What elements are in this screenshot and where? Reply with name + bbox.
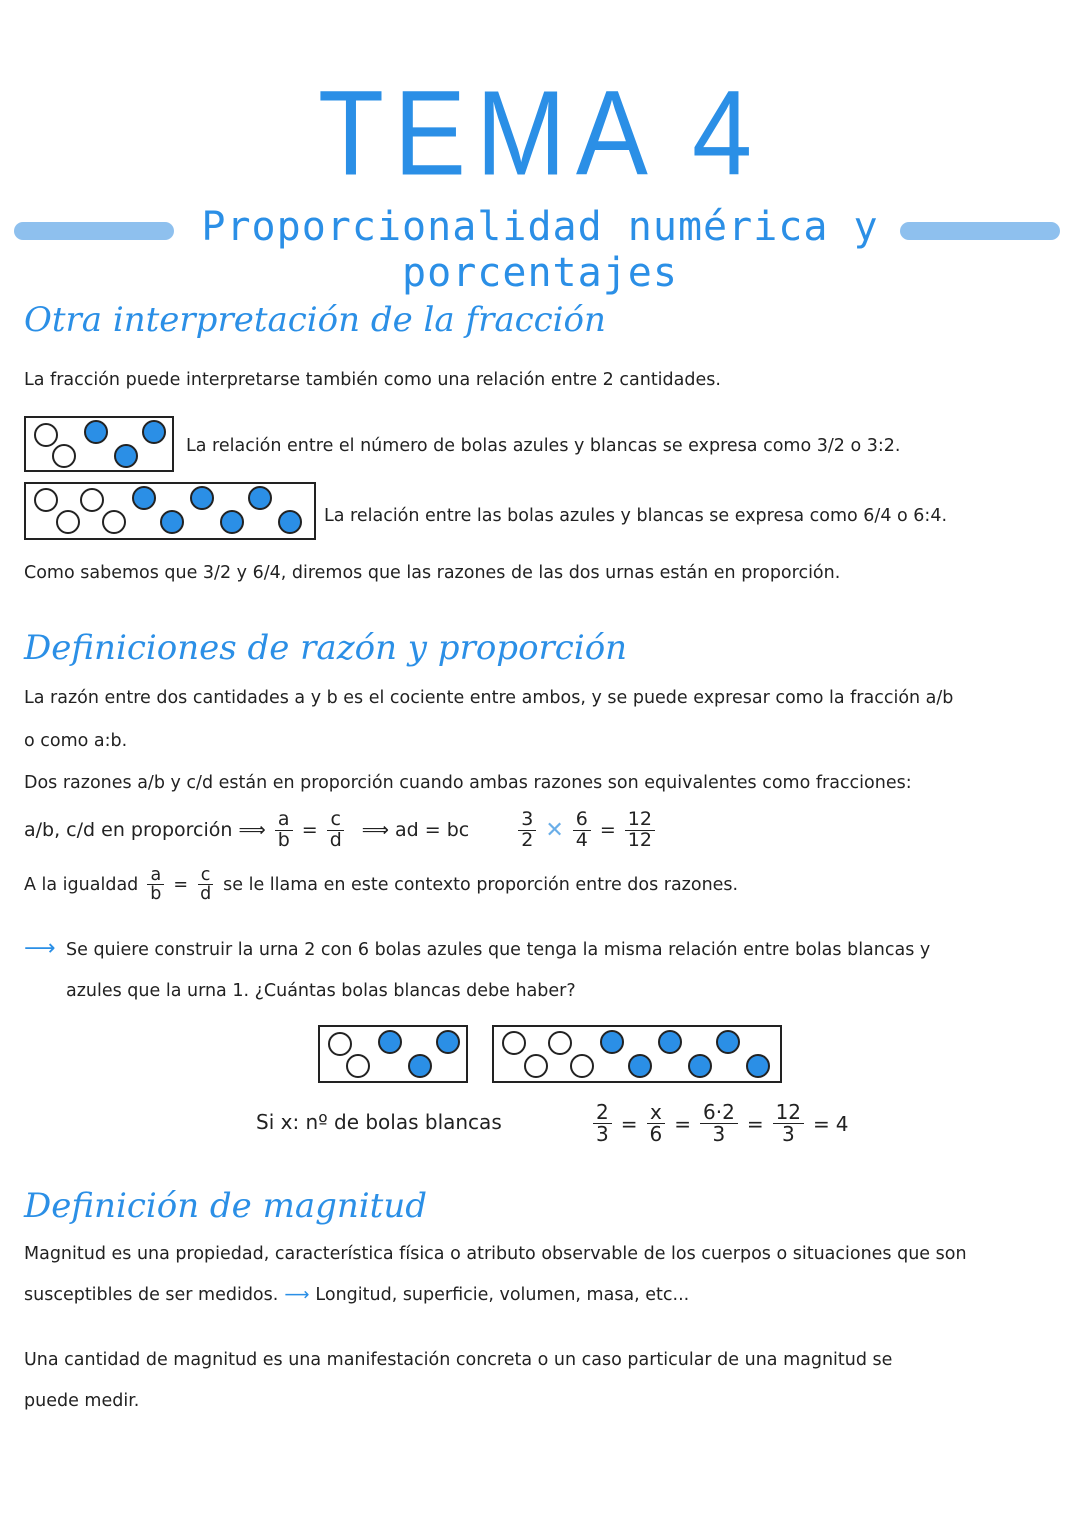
section-heading-fraction: Otra interpretación de la fracción — [24, 300, 606, 340]
blue-ball — [436, 1030, 460, 1054]
fraction-c-d: $\frac{c}{d}$ — [327, 810, 345, 851]
blue-ball — [84, 420, 108, 444]
blue-ball — [190, 486, 214, 510]
solution-variable: Si x: nº de bolas blancas — [256, 1110, 502, 1134]
example-fraction-3: $\frac{12}{12}$ — [625, 810, 655, 851]
divider-right — [900, 222, 1060, 240]
section-heading-magnitude: Definición de magnitud — [24, 1186, 427, 1226]
white-ball — [524, 1054, 548, 1078]
white-ball — [548, 1031, 572, 1055]
problem-statement-cont: azules que la urna 1. ¿Cuántas bolas blancas debe haber? — [66, 981, 576, 1001]
white-ball — [502, 1031, 526, 1055]
magnitude-definition: Magnitud es una propiedad, característica física o atributo observable de los cuerpos o situaciones que son — [24, 1244, 967, 1264]
solution-result: 4 — [835, 1111, 849, 1136]
fraction-a-b: $\frac{a}{b}$ — [147, 866, 164, 904]
cross-multiply-icon: ✕ — [545, 817, 564, 843]
cross-product-result: ad = bc — [395, 819, 470, 842]
blue-ball — [746, 1054, 770, 1078]
magnitude-quantity-cont: puede medir. — [24, 1391, 140, 1411]
implies-arrow-icon: ⟹ — [361, 819, 389, 842]
blue-ball — [160, 510, 184, 534]
ratio-definition: La razón entre dos cantidades a y b es el cociente entre ambos, y se puede expresar como la fracción a/b — [24, 688, 954, 708]
implies-arrow-icon: ⟹ — [238, 819, 266, 842]
blue-ball — [716, 1030, 740, 1054]
white-ball — [346, 1054, 370, 1078]
arrow-right-icon: ⟶ — [24, 936, 56, 961]
urn-box-1 — [24, 416, 174, 472]
blue-ball — [408, 1054, 432, 1078]
white-ball — [34, 488, 58, 512]
fraction-a-b: $\frac{a}{b}$ — [275, 810, 293, 851]
white-ball — [52, 444, 76, 468]
urn-box-2-problem — [492, 1025, 782, 1083]
section-heading-ratio: Definiciones de razón y proporción — [24, 628, 628, 668]
urn-2-description: La relación entre las bolas azules y blancas se expresa como 6/4 o 6:4. — [324, 506, 948, 526]
equality-sentence: A la igualdad $\frac{a}{b}$ = $\frac{c}{d}$ se le llama en este contexto proporción entre dos razones. — [24, 865, 739, 905]
magnitude-examples-line: susceptibles de ser medidos. ⟶ Longitud, superficie, volumen, masa, etc... — [24, 1285, 690, 1305]
white-ball — [56, 510, 80, 534]
white-ball — [80, 488, 104, 512]
example-fraction-1: $\frac{3}{2}$ — [518, 810, 536, 851]
urn-1-description: La relación entre el número de bolas azules y blancas se expresa como 3/2 o 3:2. — [186, 436, 901, 456]
proportion-formula: a/b, c/d en proporción ⟹ $\frac{a}{b}$ = $\frac{c}{d}$ ⟹ ad = bc $\frac{3}{2}$ ✕ $\frac{6}{4}$ = $\frac{12}{12}$ — [24, 810, 658, 851]
urn-box-1-problem — [318, 1025, 468, 1083]
urn-box-2 — [24, 482, 316, 540]
fraction-c-d: $\frac{c}{d}$ — [197, 866, 214, 904]
blue-ball — [248, 486, 272, 510]
divider-left — [14, 222, 174, 240]
ratio-definition-cont: o como a:b. — [24, 731, 128, 751]
blue-ball — [628, 1054, 652, 1078]
blue-ball — [278, 510, 302, 534]
page-subtitle: Proporcionalidad numérica y porcentajes — [180, 204, 900, 296]
blue-ball — [142, 420, 166, 444]
solution-equation: $\frac{2}{3}$ = $\frac{x}{6}$ = $\frac{6\cdot 2}{3}$ = $\frac{12}{3}$ = 4 — [590, 1102, 849, 1145]
example-fraction-2: $\frac{6}{4}$ — [573, 810, 591, 851]
white-ball — [570, 1054, 594, 1078]
proportion-definition: Dos razones a/b y c/d están en proporción cuando ambas razones son equivalentes como fracciones: — [24, 773, 912, 793]
blue-ball — [600, 1030, 624, 1054]
white-ball — [328, 1032, 352, 1056]
problem-statement: Se quiere construir la urna 2 con 6 bolas azules que tenga la misma relación entre bolas blancas y — [66, 940, 931, 960]
white-ball — [34, 423, 58, 447]
arrow-right-icon: ⟶ — [284, 1285, 310, 1305]
magnitude-quantity: Una cantidad de magnitud es una manifestación concreta o un caso particular de una magnitud se — [24, 1350, 893, 1370]
page-title: TEMA 4 — [317, 64, 763, 201]
blue-ball — [132, 486, 156, 510]
blue-ball — [378, 1030, 402, 1054]
blue-ball — [688, 1054, 712, 1078]
white-ball — [102, 510, 126, 534]
blue-ball — [220, 510, 244, 534]
blue-ball — [114, 444, 138, 468]
fraction-intro: La fracción puede interpretarse también como una relación entre 2 cantidades. — [24, 370, 721, 390]
fraction-conclusion: Como sabemos que 3/2 y 6/4, diremos que las razones de las dos urnas están en proporción. — [24, 563, 841, 583]
blue-ball — [658, 1030, 682, 1054]
proportion-label: a/b, c/d en proporción — [24, 819, 233, 842]
